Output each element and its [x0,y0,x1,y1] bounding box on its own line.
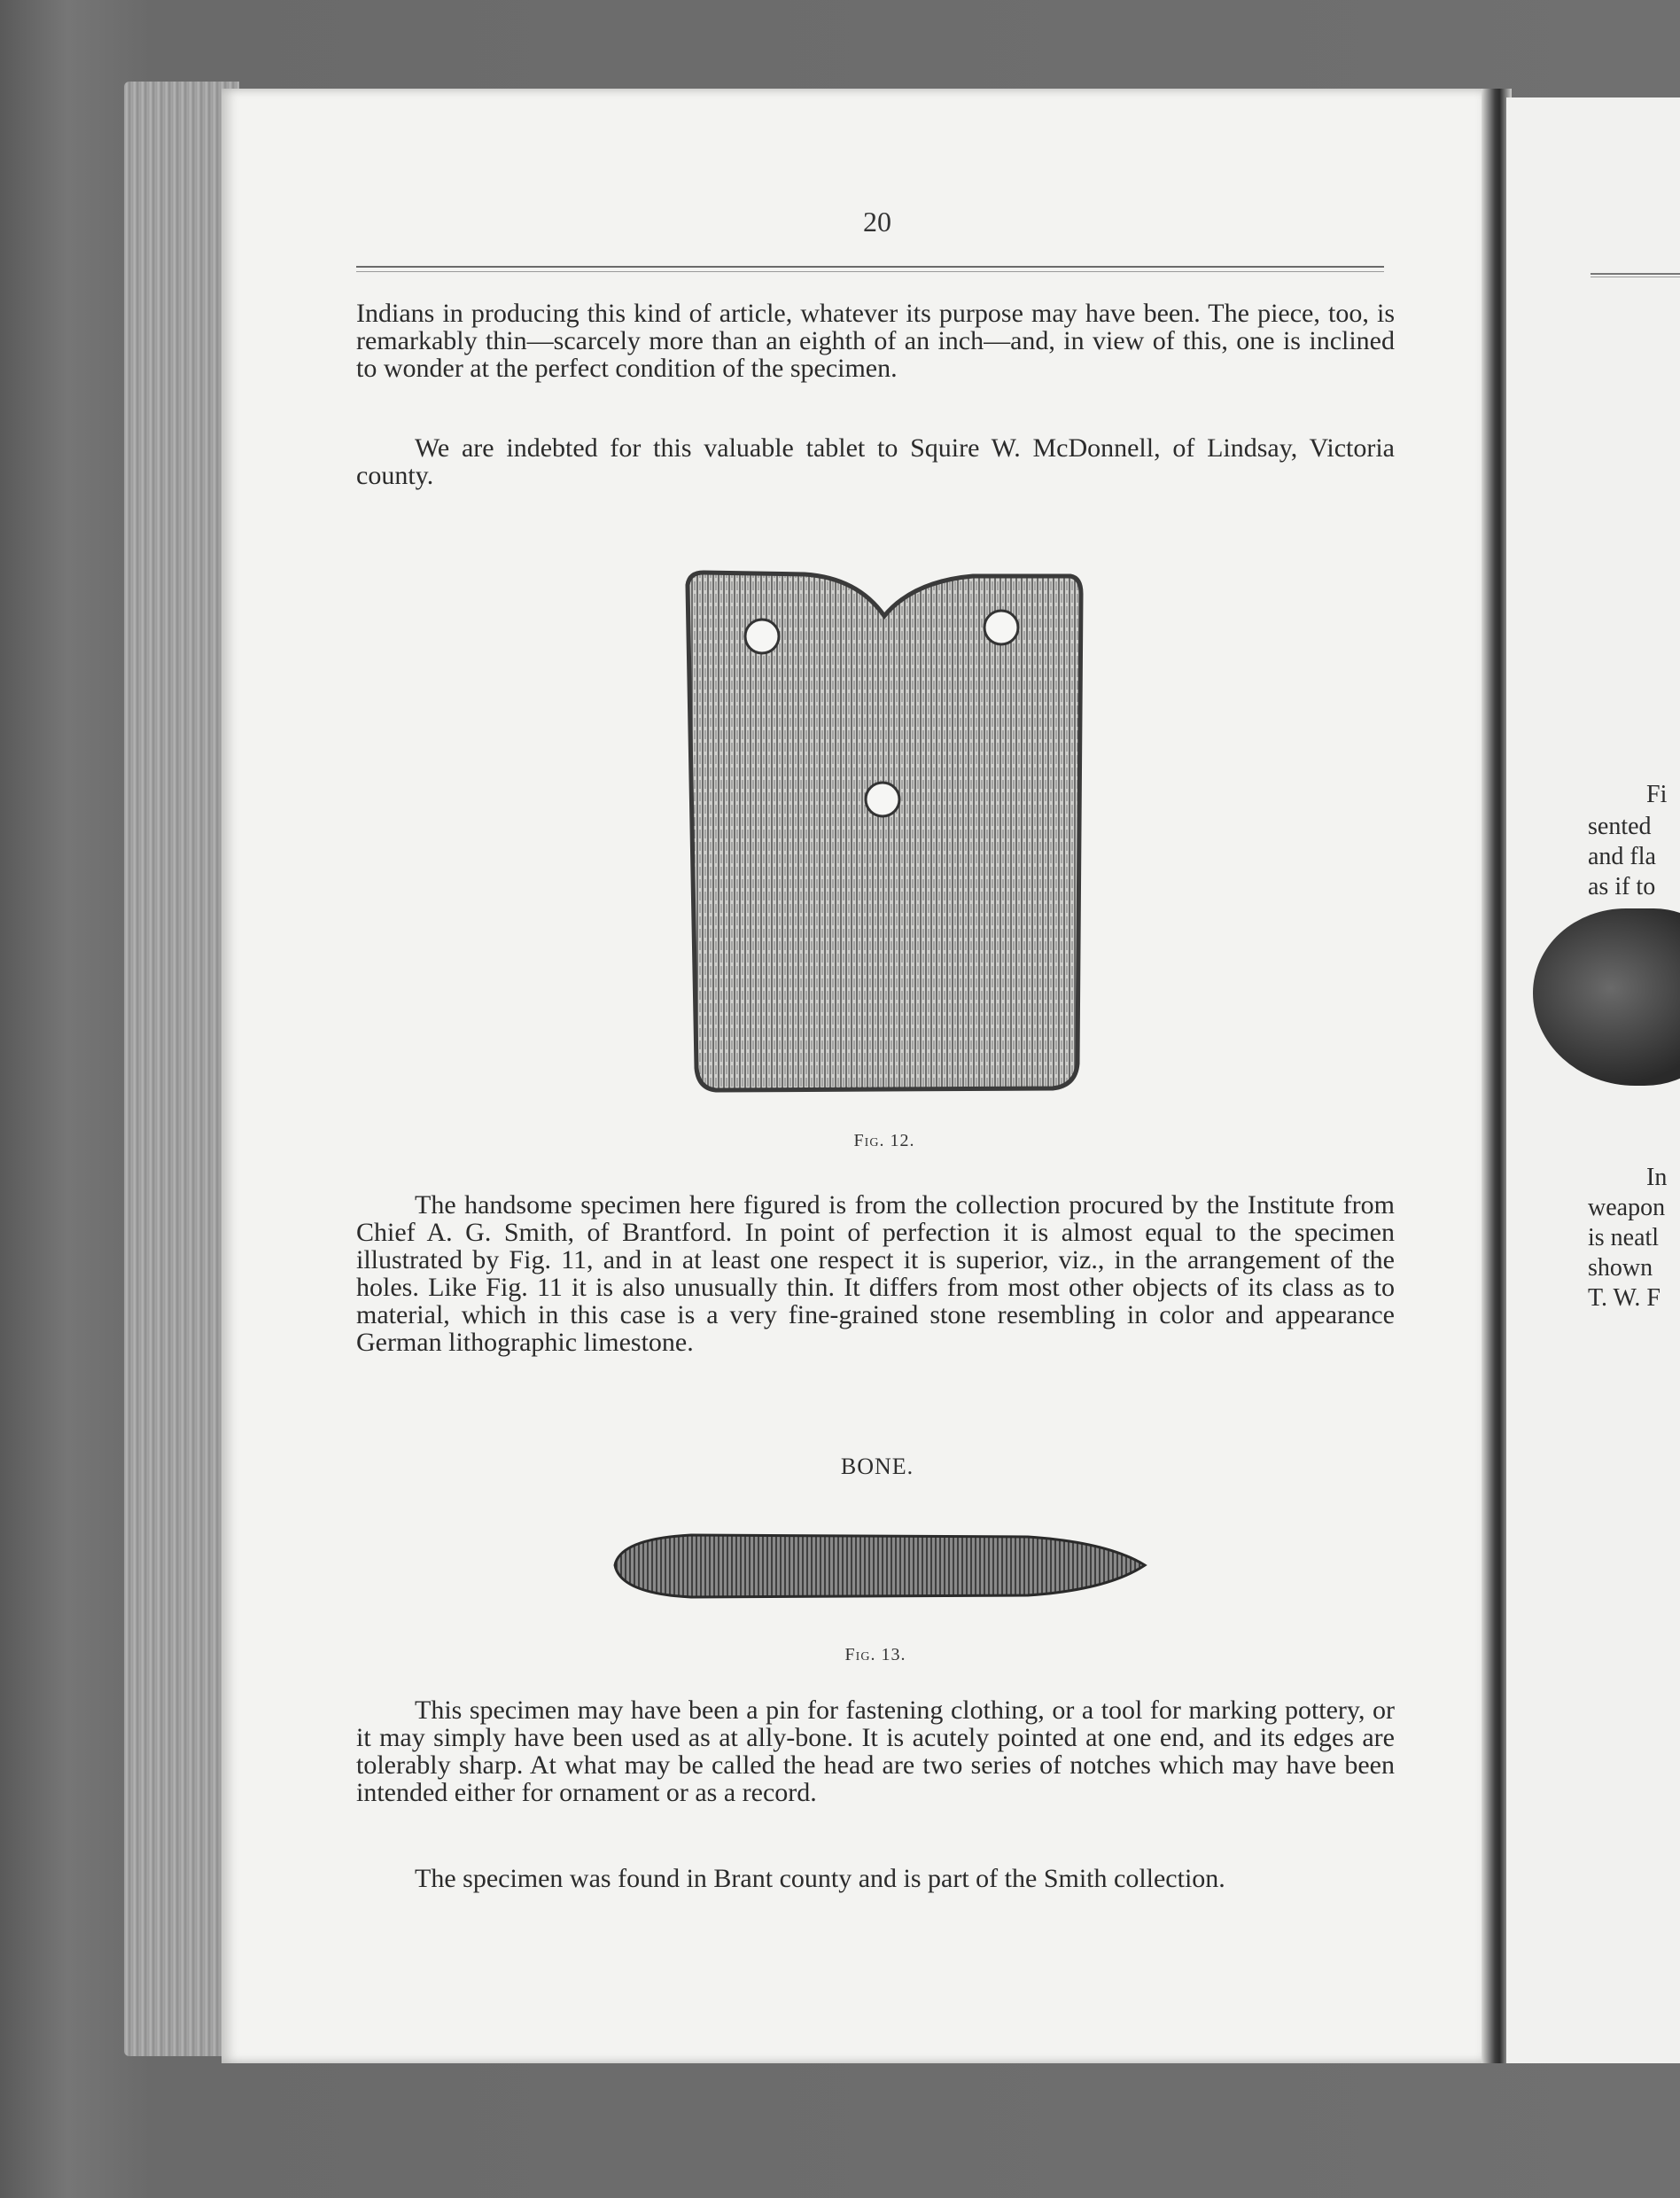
right-text-line: and fla [1588,843,1656,870]
header-rule [356,266,1384,272]
right-text-line: as if to [1588,873,1656,900]
fig-13-bone-pin-illustration [611,1526,1148,1604]
right-text-line: T. W. F [1588,1284,1661,1312]
right-text-line: weapon [1588,1194,1666,1221]
paragraph-4: This specimen may have been a pin for fastening clothing, or a tool for marking pottery, or it may simply have been used as at ally-bone. It is acutely pointed at one end, and its edges are tolerably sharp. At what may be called the head are two series of notches which may have been intended either for ornament or as a record. [356,1695,1395,1807]
right-page-fragment [1506,97,1680,2063]
page-number: 20 [863,206,891,238]
section-heading: BONE. [840,1454,914,1479]
fig-13-caption: Fig. 13. [844,1645,906,1664]
fig-12-tablet-illustration [681,567,1088,1106]
right-header-rule [1591,273,1680,277]
paragraph-1: Indians in producing this kind of article, whatever its purpose may have been. The piece, too, is remarkably thin—scarcely more than an eighth of an inch—and, in view of this, one is inclined to wonder at the perfect condition of the specimen. [356,299,1395,383]
right-text-line: shown [1588,1254,1653,1282]
right-text-line: Fi [1646,781,1668,808]
right-text-line: In [1646,1164,1668,1191]
fig-12-caption: Fig. 12. [853,1131,915,1150]
right-text-line: sented [1588,813,1652,840]
right-figure-stone [1533,908,1680,1086]
paragraph-3: The handsome specimen here figured is from the collection procured by the Institute from Chief A. G. Smith, of Brantford. In point of perfection it is almost equal to the specimen illustrated by Fig. 11, and in at least one respect it is superior, viz., in the arrangement of the holes. Like Fig. 11 it is also unusually thin. It differs from most other objects of its class as to material, which in this case is a very fine-grained stone resembling in color and appearance German lithographic limestone. [356,1190,1395,1357]
paragraph-5: The specimen was found in Brant county and is part of the Smith collection. [415,1864,1225,1893]
right-text-line: is neatl [1588,1224,1660,1251]
paragraph-2: We are indebted for this valuable tablet to Squire W. McDonnell, of Lindsay, Victoria county. [356,433,1395,490]
